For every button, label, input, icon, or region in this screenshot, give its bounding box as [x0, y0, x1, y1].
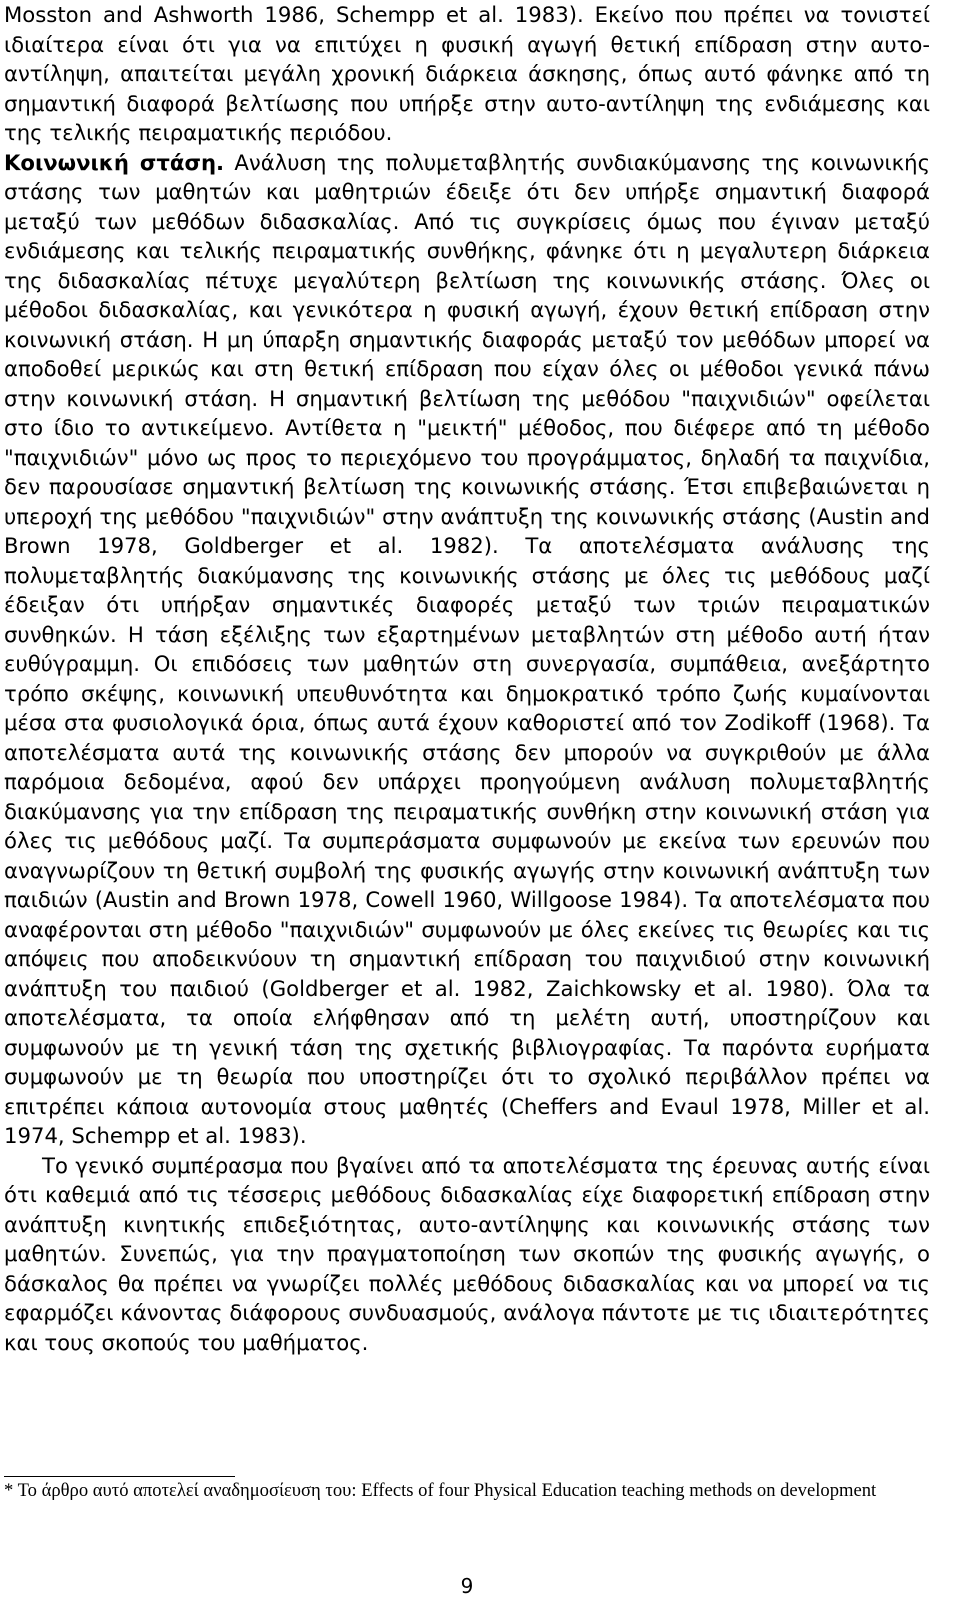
footnote: * Το άρθρο αυτό αποτελεί αναδημοσίευση του: Effects of four Physical Education teaching methods on development	[4, 1480, 877, 1501]
section-heading-social-attitude: Κοινωνική στάση.	[4, 149, 225, 175]
body-text	[4, 0, 930, 1357]
page-number: 9	[460, 1574, 474, 1598]
document-page	[4, 0, 930, 1618]
paragraph-social-attitude-body: Ανάλυση της πολυμεταβλητής συνδιακύμανσης της κοινωνικής στάσης των μαθητών και μαθητριών έδειξε ότι δεν υπήρξε σημαντική διαφορά μεταξύ των μεθόδων διδασκαλίας. Από τις συγκρίσεις όμως που έγιναν μεταξύ ενδιάμεσης και τελικής πειραματικής συνθήκης, φάνηκε ότι η μεγαλυτερη διάρκεια της διδασκαλίας πέτυχε μεγαλύτερη βελτίωση της κοινωνικής στάσης. Όλες οι μέθοδοι διδασκαλίας, και γενικότερα η φυσική αγωγή, έχουν θετική επίδραση στην κοινωνική στάση. Η μη ύπαρξη σημαντικής διαφοράς μεταξύ τον μεθόδων μπορεί να αποδοθεί μερικώς και στη θετική επίδραση που είχαν όλες οι μέθοδοι γενικά πάνω στην κοινωνική στάση. Η σημαντική βελτίωση της μεθόδου "παιχνιδιών" οφείλεται στο ίδιο το αντικείμενο. Αντίθετα η "μεικτή" μέθοδος, που διέφερε από τη μέθοδο "παιχνιδιών" μόνο ως προς το περιεχόμενο του προγράμματος, δηλαδή τα παιχνίδια, δεν παρουσίασε σημαντική βελτίωση της κοινωνικής στάσης. Έτσι επιβεβαιώνεται η υπεροχή της μεθόδου "παιχνιδιών" στην ανάπτυξη της κοινωνικής στάσης (Austin and Brown 1978, Goldberger et al. 1982). Τα αποτελέσματα ανάλυσης της πολυμεταβλητής διακύμανσης της κοινωνικής στάσης με όλες τις μεθόδους μαζί έδειξαν ότι υπήρξαν σημαντικές διαφορές μεταξύ των τριών πειραματικών συνθηκών. Η τάση εξέλιξης των εξαρτημένων μεταβλητών στη μέθοδο αυτή ήταν ευθύγραμμη. Οι επιδόσεις των μαθητών στη συνεργασία, συμπάθεια, ανεξάρτητο τρόπο σκέψης, κοινωνική υπευθυνότητα και δημοκρατικό τρόπο ζωής κυμαίνονται μέσα στα φυσιολογικά όρια, όπως αυτά έχουν καθοριστεί από τον Zodikoff (1968). Τα αποτελέσματα αυτά της κοινωνικής στάσης δεν μπορούν να συγκριθούν με άλλα παρόμοια δεδομένα, αφού δεν υπάρχει προηγούμενη ανάλυση πολυμεταβλητής διακύμανσης για την επίδραση της πειραματικής συνθήκη στην κοινωνική στάση για όλες τις μεθόδους μαζί. Τα συμπεράσματα συμφωνούν με εκείνα των ερευνών που αναγνωρίζουν τη θετική συμβολή της φυσικής αγωγής στην κοινωνική ανάπτυξη των παιδιών (Austin and Brown 1978, Cowell 1960, Willgoose 1984). Τα αποτελέσματα που αναφέρονται στη μέθοδο "παιχνιδιών" συμφωνούν με όλες εκείνες τις θεωρίες και τις απόψεις που αποδεικνύουν τη σημαντική επίδραση του παιχνιδιού στην κοινωνική ανάπτυξη του παιδιού (Goldberger et al. 1982, Zaichkowsky et al. 1980). Όλα τα αποτελέσματα, τα οποία ελήφθησαν από τη μελέτη αυτή, υποστηρίζουν και συμφωνούν με τη γενική τάση της σχετικής βιβλιογραφίας. Τα παρόντα ευρήματα συμφωνούν με τη θεωρία που υποστηρίζει ότι το σχολικό περιβάλλον πρέπει να επιτρέπει κάποια αυτονομία στους μαθητές (Cheffers and Evaul 1978, Miller et al. 1974, Schempp et al. 1983).	[4, 149, 931, 1148]
paragraph-self-concept-conclusion: Mosston and Ashworth 1986, Schempp et al. 1983). Εκείνο που πρέπει να τονιστεί ιδιαίτερα είναι ότι για να επιτύχει η φυσική αγωγή θετική επίδραση στην αυτο-αντίληψη, απαιτείται μεγάλη χρονική διάρκεια άσκησης, όπως αυτό φάνηκε από τη σημαντική διαφορά βελτίωσης που υπήρξε στην αυτο-αντίληψη της ενδιάμεσης και της τελικής πειραματικής περιόδου.	[4, 2, 930, 145]
paragraph-general-conclusion: Το γενικό συμπέρασμα που βγαίνει από τα αποτελέσματα της έρευνας αυτής είναι ότι καθεμιά από τις τέσσερις μεθόδους διδασκαλίας είχε διαφορετική επίδραση στην ανάπτυξη κινητικής επιδεξιότητας, αυτο-αντίληψης και κοινωνικής στάσης των μαθητών. Συνεπώς, για την πραγματοποίηση των σκοπών της φυσικής αγωγής, ο δάσκαλος θα πρέπει να γνωρίζει πολλές μεθόδους διδασκαλίας και να μπορεί να τις εφαρμόζει κάνοντας διάφορους συνδυασμούς, ανάλογα πάντοτε με τις ιδιαιτερότητες και τους σκοπούς του μαθήματος.	[4, 1152, 930, 1355]
paragraph-social-attitude	[4, 148, 930, 1151]
footnote-divider	[4, 1476, 235, 1477]
